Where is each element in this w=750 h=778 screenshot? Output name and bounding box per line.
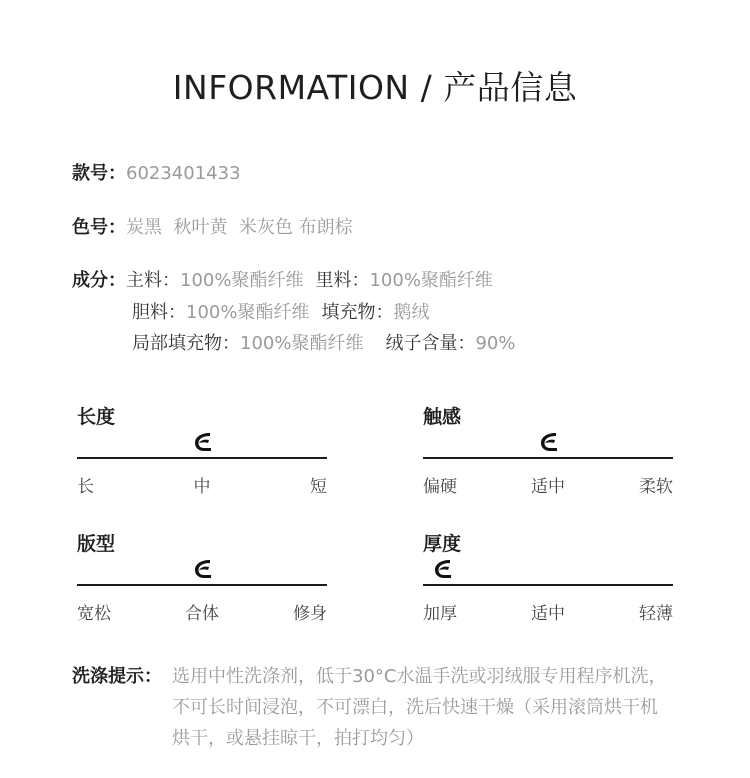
scale-tick-left: 加厚	[423, 604, 457, 624]
scale-tick-right: 轻薄	[639, 604, 673, 624]
scale-tick-middle: 适中	[531, 477, 565, 497]
length-scale-title: 长度	[77, 406, 116, 428]
scale-tick-middle: 适中	[531, 604, 565, 624]
main-material-value: 100%聚酯纤维	[180, 270, 304, 291]
composition-row-1	[72, 269, 493, 293]
scale-line	[423, 584, 673, 586]
main-material-key: 主料：	[126, 270, 180, 291]
filling-value: 鹅绒	[393, 302, 430, 323]
leaf-logo-icon	[191, 430, 215, 454]
composition-row-2	[132, 301, 429, 325]
scale-tick-right: 柔软	[639, 477, 673, 497]
partial-filling-value: 100%聚酯纤维	[240, 333, 364, 354]
style-number-row	[72, 162, 241, 186]
scale-tick-left: 长	[77, 477, 94, 497]
washing-label: 洗涤提示：	[72, 666, 162, 687]
composition-row-3	[132, 332, 515, 356]
washing-line: 不可长时间浸泡，不可漂白，洗后快速干燥（采用滚筒烘干机	[172, 697, 658, 718]
color-value: 炭黑 秋叶黄 米灰色 布朗棕	[126, 217, 353, 238]
scale-line	[423, 457, 673, 459]
style-number-value: 6023401433	[126, 163, 241, 184]
scale-line	[77, 584, 327, 586]
page-title: INFORMATION / 产品信息	[172, 68, 578, 107]
touch-scale	[423, 402, 673, 512]
scale-tick-left: 偏硬	[423, 477, 457, 497]
style-number-label: 款号：	[72, 163, 126, 184]
touch-scale-title: 触感	[423, 406, 462, 428]
length-scale	[77, 402, 327, 512]
down-content-value: 90%	[475, 333, 516, 354]
bladder-value: 100%聚酯纤维	[186, 302, 310, 323]
scale-tick-left: 宽松	[77, 604, 111, 624]
leaf-logo-icon	[431, 557, 455, 581]
scale-tick-right: 短	[310, 477, 327, 497]
down-content-key: 绒子含量：	[385, 333, 476, 354]
thickness-scale	[423, 529, 673, 639]
scale-tick-middle: 合体	[185, 604, 219, 624]
bladder-key: 胆料：	[132, 302, 186, 323]
leaf-logo-icon	[191, 557, 215, 581]
partial-filling-key: 局部填充物：	[132, 333, 240, 354]
lining-key: 里料：	[315, 270, 370, 291]
scale-tick-middle: 中	[193, 477, 211, 497]
leaf-logo-icon	[537, 430, 561, 454]
color-row	[72, 216, 353, 240]
fit-scale	[77, 529, 327, 639]
washing-text	[172, 661, 702, 754]
composition-label: 成分：	[72, 270, 126, 291]
washing-line: 选用中性洗涤剂，低于30°C水温手洗或羽绒服专用程序机洗，	[172, 666, 667, 687]
filling-key: 填充物：	[321, 302, 394, 323]
color-label: 色号：	[72, 217, 126, 238]
scale-line	[77, 457, 327, 459]
fit-scale-title: 版型	[77, 533, 116, 555]
thickness-scale-title: 厚度	[423, 533, 462, 555]
lining-value: 100%聚酯纤维	[369, 270, 493, 291]
washing-line: 烘干，或悬挂晾干，拍打均匀）	[172, 728, 424, 749]
scale-tick-right: 修身	[293, 604, 327, 624]
